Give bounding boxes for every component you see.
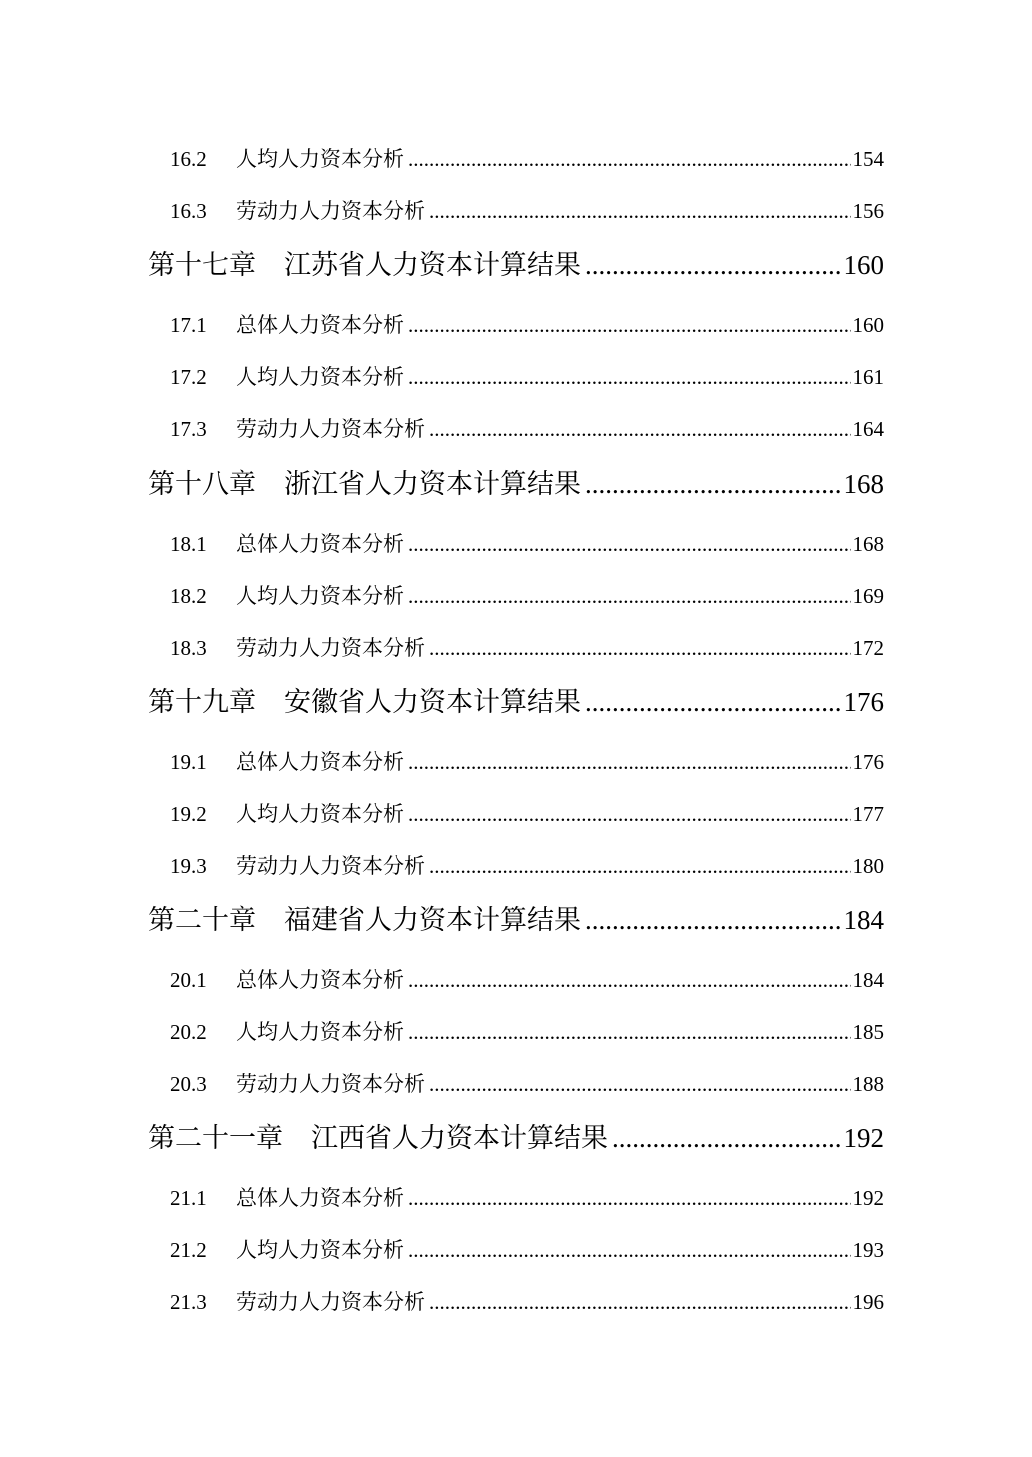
section-title: 人均人力资本分析 — [236, 584, 404, 608]
section-number: 17.3 — [170, 417, 207, 441]
toc-section-entry[interactable] — [170, 580, 884, 610]
page-number: 161 — [852, 365, 884, 389]
toc-section-entry[interactable] — [170, 746, 884, 776]
section-title: 劳动力人力资本分析 — [236, 199, 425, 223]
dot-leader — [408, 802, 851, 827]
toc-section-entry[interactable] — [170, 850, 884, 880]
chapter-title: 江西省人力资本计算结果 — [311, 1123, 608, 1154]
page-number: 176 — [843, 687, 884, 717]
page-number: 196 — [852, 1290, 884, 1314]
dot-leader — [408, 1186, 851, 1211]
chapter-number: 第十九章 — [148, 687, 256, 717]
toc-section-entry[interactable] — [170, 309, 884, 339]
dot-leader — [408, 1020, 851, 1045]
chapter-number: 第二十一章 — [148, 1123, 283, 1153]
section-number: 17.1 — [170, 313, 207, 337]
page-number: 156 — [852, 199, 884, 223]
section-title: 人均人力资本分析 — [236, 802, 404, 826]
dot-leader — [408, 147, 851, 172]
toc-section-entry[interactable] — [170, 1182, 884, 1212]
page-number: 164 — [852, 417, 884, 441]
toc-section-entry[interactable] — [170, 413, 884, 443]
page-number: 177 — [852, 802, 884, 826]
dot-leader — [429, 636, 851, 661]
dot-leader — [408, 968, 851, 993]
page-number: 169 — [852, 584, 884, 608]
section-title: 总体人力资本分析 — [236, 750, 404, 774]
dot-leader — [585, 250, 842, 281]
toc-chapter-entry[interactable] — [148, 1116, 884, 1154]
toc-section-entry[interactable] — [170, 361, 884, 391]
toc-chapter-entry[interactable] — [148, 243, 884, 281]
section-title: 总体人力资本分析 — [236, 1186, 404, 1210]
page-number: 172 — [852, 636, 884, 660]
page-number: 160 — [843, 250, 884, 280]
dot-leader — [429, 1290, 851, 1315]
toc-section-entry[interactable] — [170, 528, 884, 558]
page-number: 192 — [843, 1123, 884, 1153]
section-number: 21.1 — [170, 1186, 207, 1210]
dot-leader — [429, 1072, 851, 1097]
chapter-title: 安徽省人力资本计算结果 — [284, 687, 581, 718]
dot-leader — [612, 1123, 842, 1154]
chapter-number: 第二十章 — [148, 905, 256, 935]
section-title: 劳动力人力资本分析 — [236, 1290, 425, 1314]
page-number: 180 — [852, 854, 884, 878]
section-title: 人均人力资本分析 — [236, 147, 404, 171]
section-number: 20.2 — [170, 1020, 207, 1044]
section-title: 劳动力人力资本分析 — [236, 417, 425, 441]
toc-section-entry[interactable] — [170, 1068, 884, 1098]
section-number: 20.1 — [170, 968, 207, 992]
dot-leader — [408, 365, 851, 390]
section-number: 19.2 — [170, 802, 207, 826]
section-number: 20.3 — [170, 1072, 207, 1096]
toc-chapter-entry[interactable] — [148, 680, 884, 718]
section-number: 18.3 — [170, 636, 207, 660]
dot-leader — [429, 854, 851, 879]
section-title: 劳动力人力资本分析 — [236, 1072, 425, 1096]
page-number: 168 — [843, 469, 884, 499]
toc-section-entry[interactable] — [170, 143, 884, 173]
dot-leader — [585, 469, 842, 500]
toc-section-entry[interactable] — [170, 632, 884, 662]
toc-section-entry[interactable] — [170, 964, 884, 994]
section-number: 19.1 — [170, 750, 207, 774]
page-number: 168 — [852, 532, 884, 556]
chapter-title: 江苏省人力资本计算结果 — [284, 250, 581, 281]
dot-leader — [429, 417, 851, 442]
section-number: 16.3 — [170, 199, 207, 223]
dot-leader — [408, 1238, 851, 1263]
page-number: 176 — [852, 750, 884, 774]
section-number: 21.2 — [170, 1238, 207, 1262]
dot-leader — [408, 313, 851, 338]
section-number: 17.2 — [170, 365, 207, 389]
dot-leader — [585, 687, 842, 718]
dot-leader — [429, 199, 851, 224]
section-number: 16.2 — [170, 147, 207, 171]
chapter-title: 福建省人力资本计算结果 — [284, 905, 581, 936]
page-number: 154 — [852, 147, 884, 171]
section-number: 18.2 — [170, 584, 207, 608]
toc-section-entry[interactable] — [170, 1016, 884, 1046]
toc-chapter-entry[interactable] — [148, 898, 884, 936]
toc-section-entry[interactable] — [170, 1234, 884, 1264]
chapter-number: 第十八章 — [148, 469, 256, 499]
page-number: 185 — [852, 1020, 884, 1044]
chapter-number: 第十七章 — [148, 250, 256, 280]
page-number: 184 — [852, 968, 884, 992]
dot-leader — [408, 584, 851, 609]
section-title: 总体人力资本分析 — [236, 532, 404, 556]
page-number: 192 — [852, 1186, 884, 1210]
toc-section-entry[interactable] — [170, 195, 884, 225]
page-number: 160 — [852, 313, 884, 337]
dot-leader — [585, 905, 842, 936]
section-number: 19.3 — [170, 854, 207, 878]
page-number: 188 — [852, 1072, 884, 1096]
section-number: 21.3 — [170, 1290, 207, 1314]
section-title: 人均人力资本分析 — [236, 1238, 404, 1262]
dot-leader — [408, 532, 851, 557]
page-number: 193 — [852, 1238, 884, 1262]
chapter-title: 浙江省人力资本计算结果 — [284, 469, 581, 500]
toc-section-entry[interactable] — [170, 798, 884, 828]
section-title: 劳动力人力资本分析 — [236, 854, 425, 878]
toc-chapter-entry[interactable] — [148, 462, 884, 500]
section-title: 总体人力资本分析 — [236, 313, 404, 337]
section-title: 人均人力资本分析 — [236, 1020, 404, 1044]
section-number: 18.1 — [170, 532, 207, 556]
section-title: 人均人力资本分析 — [236, 365, 404, 389]
toc-section-entry[interactable] — [170, 1286, 884, 1316]
section-title: 劳动力人力资本分析 — [236, 636, 425, 660]
page-number: 184 — [843, 905, 884, 935]
dot-leader — [408, 750, 851, 775]
section-title: 总体人力资本分析 — [236, 968, 404, 992]
